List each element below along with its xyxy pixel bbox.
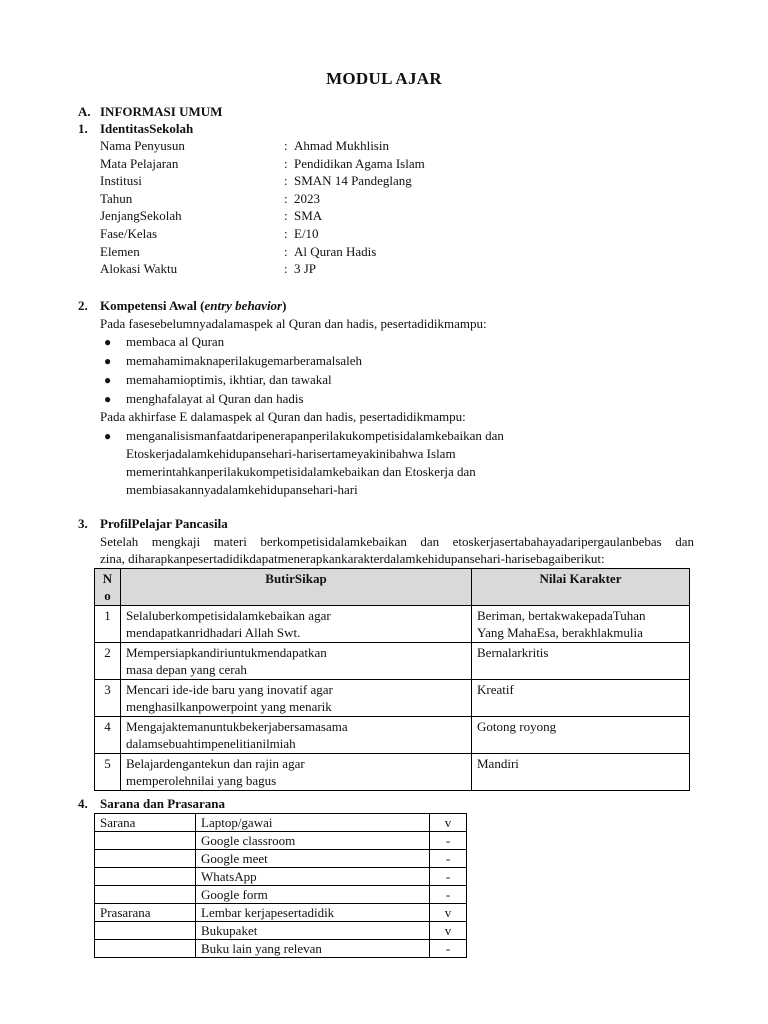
info-value: Al Quran Hadis [294, 243, 377, 259]
kompetensi-number: 2. [78, 298, 88, 313]
identitas-title: IdentitasSekolah [100, 121, 194, 136]
header-no-line: N [102, 571, 113, 586]
cell-no: 1 [95, 606, 121, 643]
table-header-row [95, 569, 690, 606]
table-row [95, 886, 467, 904]
cell-sikap [121, 643, 472, 680]
info-value: SMAN 14 Pandeglang [294, 173, 412, 189]
list-item-text: menganalisismanfaatdaripenerapanperilakukompetisidalamkebaikan dan [126, 428, 504, 443]
cell-sikap [121, 680, 472, 717]
table-row [95, 940, 467, 958]
kompetensi-title: Kompetensi Awal ( [100, 298, 205, 313]
cell-sikap [121, 717, 472, 754]
cell-sikap [121, 606, 472, 643]
cell-no: 5 [95, 754, 121, 791]
table-row [95, 850, 467, 868]
info-label: JenjangSekolah [100, 208, 182, 224]
info-value: 3 JP [294, 261, 317, 277]
kompetensi-intro-2: Pada akhirfase E dalamaspek al Quran dan hadis, pesertadidikmampu: [100, 409, 466, 424]
list-item-text: memahamioptimis, ikhtiar, dan tawakal [126, 372, 332, 387]
cell-kategori [95, 868, 196, 886]
cell-line: memperolehnilai yang bagus [126, 773, 277, 788]
cell-no: 2 [95, 643, 121, 680]
table-row [95, 680, 690, 717]
sarana-table [94, 813, 467, 958]
cell-kategori [95, 922, 196, 940]
bullet-icon: ● [104, 392, 112, 406]
table-row [95, 606, 690, 643]
info-value: E/10 [294, 225, 319, 241]
cell-no: 3 [95, 680, 121, 717]
list-item-text: membiasakannyadalamkehidupansehari-hari [126, 482, 358, 497]
info-label: Nama Penyusun [100, 138, 185, 153]
cell-item: Bukupaket [196, 922, 430, 940]
info-separator: : [284, 155, 288, 171]
bullet-icon: ● [104, 354, 112, 368]
info-value: 2023 [294, 190, 320, 206]
cell-line: mendapatkanridhadari Allah Swt. [126, 625, 301, 640]
bullet-icon: ● [104, 373, 112, 387]
kompetensi-intro-1: Pada fasesebelumnyadalamaspek al Quran dan hadis, pesertadidikmampu: [100, 316, 487, 331]
cell-check: - [430, 850, 467, 868]
document-title: MODUL AJAR [326, 69, 442, 88]
cell-item: Google meet [196, 850, 430, 868]
cell-check: - [430, 868, 467, 886]
table-row [95, 643, 690, 680]
cell-kategori [95, 832, 196, 850]
table-row [95, 868, 467, 886]
cell-nilai: Mandiri [472, 754, 690, 791]
profil-number: 3. [78, 516, 88, 531]
cell-kategori: Prasarana [95, 904, 196, 922]
cell-line: Belajardengantekun dan rajin agar [126, 756, 305, 771]
cell-nilai: Bernalarkritis [472, 643, 690, 680]
identitas-number: 1. [78, 121, 88, 136]
info-value: Ahmad Mukhlisin [294, 138, 389, 153]
profil-paragraph-line: zina, diharapkanpesertadidikdapatmenerapkankarakterdalamkehidupansehari-harisebagaiberikut: [100, 551, 605, 566]
info-separator: : [284, 261, 288, 277]
identitas-heading [78, 120, 193, 138]
section-a-label: INFORMASI UMUM [100, 104, 223, 119]
list-item-text: menghafalayat al Quran dan hadis [126, 391, 304, 406]
cell-line: Mencari ide-ide baru yang inovatif agar [126, 682, 333, 697]
info-label: Institusi [100, 173, 142, 189]
cell-item: Buku lain yang relevan [196, 940, 430, 958]
header-no-line: o [104, 588, 111, 603]
table-row [95, 754, 690, 791]
info-label: Tahun [100, 190, 133, 206]
sarana-title: Sarana dan Prasarana [100, 796, 225, 811]
table-row [95, 922, 467, 940]
profil-paragraph-line: Setelah mengkaji materi berkompetisidalamkebaikan dan etoskerjasertabahayadaripergaulanbebas dan [100, 534, 694, 549]
info-label: Alokasi Waktu [100, 261, 178, 277]
cell-item: Laptop/gawai [196, 814, 430, 832]
cell-nilai: Kreatif [472, 680, 690, 717]
cell-kategori: Sarana [95, 814, 196, 832]
cell-line: menghasilkanpowerpoint yang menarik [126, 699, 332, 714]
info-separator: : [284, 208, 288, 224]
cell-line: Beriman, bertakwakepadaTuhan [477, 608, 646, 623]
info-separator: : [284, 225, 288, 241]
cell-check: v [430, 814, 467, 832]
sarana-heading [78, 795, 225, 813]
cell-line: Selaluberkompetisidalamkebaikan agar [126, 608, 331, 623]
cell-sikap [121, 754, 472, 791]
cell-check: - [430, 886, 467, 904]
cell-item: Lembar kerjapesertadidik [196, 904, 430, 922]
table-row [95, 814, 467, 832]
cell-check: - [430, 940, 467, 958]
kompetensi-heading [78, 297, 286, 315]
cell-item: Google form [196, 886, 430, 904]
cell-nilai: Gotong royong [472, 717, 690, 754]
info-label: Mata Pelajaran [100, 155, 179, 171]
section-a-heading [78, 103, 222, 121]
cell-item: WhatsApp [196, 868, 430, 886]
info-separator: : [284, 173, 288, 189]
info-value: Pendidikan Agama Islam [294, 155, 425, 171]
list-item-text: memahamimaknaperilakugemarberamalsaleh [126, 353, 363, 368]
list-item-text: Etoskerjadalamkehidupansehari-harisertameyakinibahwa Islam [126, 446, 456, 461]
info-separator: : [284, 243, 288, 259]
profil-title: ProfilPelajar Pancasila [100, 516, 228, 531]
kompetensi-title-italic: entry behavior [204, 298, 283, 313]
bullet-icon: ● [104, 429, 112, 443]
cell-line: masa depan yang cerah [126, 662, 247, 677]
table-row [95, 717, 690, 754]
header-nilai-karakter: Nilai Karakter [472, 569, 690, 606]
cell-item: Google classroom [196, 832, 430, 850]
list-item-text: memerintahkanperilakukompetisidalamkebaikan dan Etoskerja dan [126, 464, 476, 479]
info-separator: : [284, 138, 288, 153]
section-a-letter: A. [78, 104, 91, 119]
cell-no: 4 [95, 717, 121, 754]
info-value: SMA [294, 208, 323, 224]
cell-check: v [430, 922, 467, 940]
list-item-text: membaca al Quran [126, 334, 225, 349]
info-label: Fase/Kelas [100, 225, 158, 241]
cell-kategori [95, 886, 196, 904]
cell-line: Yang MahaEsa, berakhlakmulia [477, 625, 643, 640]
table-row [95, 832, 467, 850]
cell-check: - [430, 832, 467, 850]
cell-line: Mengajaktemanuntukbekerjabersamasama [126, 719, 348, 734]
sarana-number: 4. [78, 796, 88, 811]
cell-kategori [95, 940, 196, 958]
info-separator: : [284, 190, 288, 206]
cell-kategori [95, 850, 196, 868]
cell-line: Mempersiapkandiriuntukmendapatkan [126, 645, 327, 660]
profil-table [94, 568, 690, 791]
cell-nilai [472, 606, 690, 643]
bullet-icon: ● [104, 335, 112, 349]
cell-check: v [430, 904, 467, 922]
info-label: Elemen [100, 243, 140, 259]
kompetensi-title-end: ) [282, 298, 287, 313]
header-butir-sikap: ButirSikap [121, 569, 472, 606]
profil-heading [78, 515, 228, 533]
table-row [95, 904, 467, 922]
cell-line: dalamsebuahtimpenelitianilmiah [126, 736, 296, 751]
header-no [95, 569, 121, 606]
